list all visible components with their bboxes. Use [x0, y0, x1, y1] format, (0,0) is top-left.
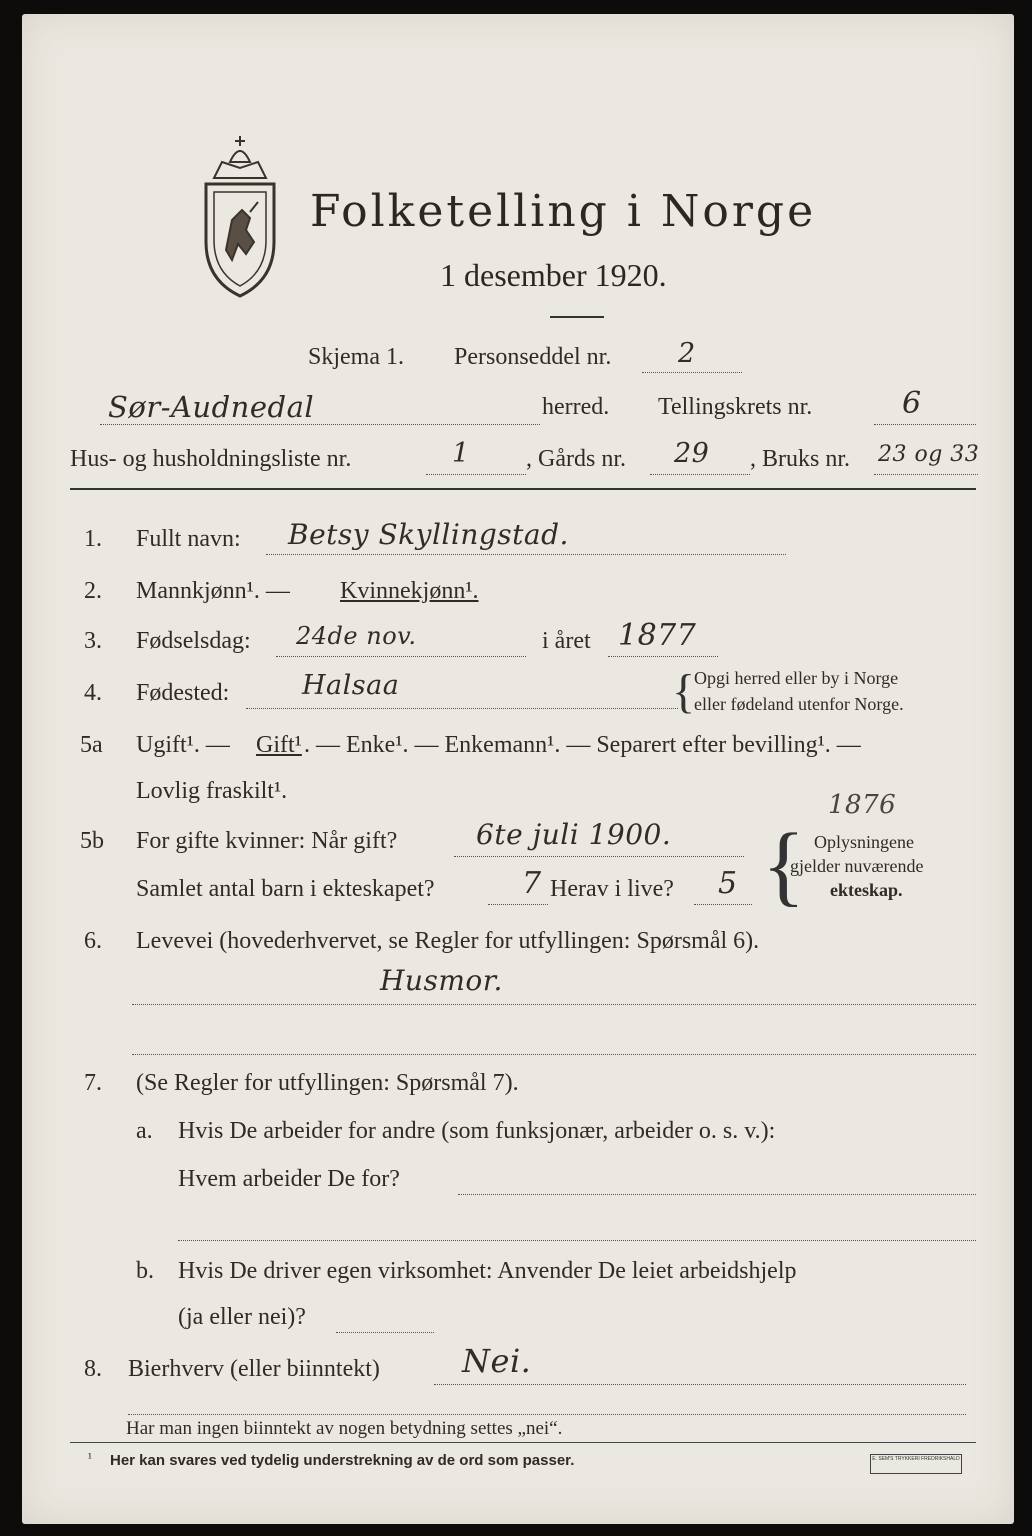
q7b-text: Hvis De driver egen virksomhet: Anvender De leiet arbeidshjelp: [178, 1258, 797, 1284]
header-rule: [70, 488, 976, 490]
hus-label: Hus- og husholdningsliste nr.: [70, 446, 352, 472]
q5b-barn-label: Samlet antal barn i ekteskapet?: [136, 876, 435, 902]
q5b-live-line: [694, 904, 752, 905]
q6-number: 6.: [84, 928, 102, 954]
q5b-brace: {: [762, 816, 806, 915]
q3-year-label: i året: [542, 628, 591, 654]
q5b-barn-line: [488, 904, 548, 905]
q5b-note-3: ekteskap.: [830, 880, 903, 900]
q7a-line-1: [458, 1194, 976, 1195]
q3-number: 3.: [84, 628, 102, 654]
footnote-mark: ¹: [88, 1450, 92, 1465]
q5b-label: For gifte kvinner: Når gift?: [136, 828, 398, 854]
q8-number: 8.: [84, 1356, 102, 1382]
q7a-letter: a.: [136, 1118, 153, 1144]
q3-label: Fødselsdag:: [136, 628, 251, 654]
footer-rule: [70, 1442, 976, 1443]
q5b-live-value: 5: [718, 866, 738, 901]
q7b-line: [336, 1332, 434, 1333]
q5b-value: 6te juli 1900.: [476, 818, 672, 851]
q1-value: Betsy Skyllingstad.: [288, 518, 569, 551]
q3-line: [276, 656, 526, 657]
q5b-barn-value: 7: [522, 866, 542, 901]
q8-label: Bierhverv (eller biinntekt): [128, 1356, 380, 1382]
hus-line: [426, 474, 526, 475]
q6-label: Levevei (hovederhvervet, se Regler for utfyllingen: Spørsmål 6).: [136, 928, 760, 954]
gards-label: , Gårds nr.: [526, 446, 626, 472]
gards-value: 29: [674, 438, 710, 469]
q5b-number: 5b: [80, 828, 104, 854]
q7a-line-2: [178, 1240, 976, 1241]
tellingskrets-label: Tellingskrets nr.: [658, 394, 813, 420]
q1-number: 1.: [84, 526, 102, 552]
printer-stamp: E. SEM'S TRYKKERI FREDRIKSHALD: [870, 1454, 962, 1474]
q8-value: Nei.: [462, 1342, 532, 1380]
census-date: 1 desember 1920.: [440, 257, 667, 293]
q5a-text-a: Ugift¹. —: [136, 732, 230, 758]
bruks-line: [874, 474, 978, 475]
q3-value: 24de nov.: [296, 622, 417, 650]
q2-number: 2.: [84, 578, 102, 604]
tellingskrets-value: 6: [902, 386, 922, 421]
q5a-number: 5a: [80, 732, 103, 758]
q8-line-1: [434, 1384, 966, 1385]
q5a-line-2: Lovlig fraskilt¹.: [136, 778, 288, 804]
q5b-note-year: 1876: [828, 790, 897, 820]
q1-line: [266, 554, 786, 555]
coat-of-arms-icon: [192, 132, 288, 302]
q6-line-1: [132, 1004, 976, 1005]
q4-note-1: Opgi herred eller by i Norge: [694, 668, 899, 688]
q7-label: (Se Regler for utfyllingen: Spørsmål 7).: [136, 1070, 519, 1096]
q8-line-2: [128, 1414, 966, 1415]
q4-line: [246, 708, 678, 709]
form-title: Folketelling i Norge: [310, 186, 817, 237]
hus-value: 1: [452, 438, 470, 469]
tellingskrets-line: [874, 424, 976, 425]
q3-year-value: 1877: [618, 618, 697, 653]
bruks-label: , Bruks nr.: [750, 446, 851, 472]
herred-line: [100, 424, 540, 425]
schema-label: Skjema 1.: [308, 344, 404, 370]
footer-note: Har man ingen biinntekt av nogen betydning settes „nei“.: [126, 1418, 563, 1439]
herred-value: Sør-Audnedal: [108, 390, 315, 424]
personseddel-line: [642, 372, 742, 373]
q6-value: Husmor.: [380, 964, 503, 997]
q4-label: Fødested:: [136, 680, 230, 706]
title-divider: [550, 316, 604, 318]
q5b-note-2: gjelder nuværende: [790, 856, 924, 876]
q4-number: 4.: [84, 680, 102, 706]
q7b-text-2: (ja eller nei)?: [178, 1304, 306, 1330]
personseddel-label: Personseddel nr.: [454, 344, 612, 370]
gards-line: [650, 474, 750, 475]
personseddel-value: 2: [678, 338, 696, 369]
q5b-line: [454, 856, 744, 857]
q7a-text-2: Hvem arbeider De for?: [178, 1166, 400, 1192]
q7-number: 7.: [84, 1070, 102, 1096]
q4-brace: {: [672, 665, 696, 718]
q3-year-line: [608, 656, 718, 657]
q4-note-2: eller fødeland utenfor Norge.: [694, 694, 904, 714]
footnote-text: Her kan svares ved tydelig understrekning av de ord som passer.: [110, 1452, 575, 1469]
bruks-value: 23 og 33: [878, 442, 980, 467]
q1-label: Fullt navn:: [136, 526, 241, 552]
q6-line-2: [132, 1054, 976, 1055]
census-form-page: [22, 14, 1014, 1524]
q7a-text: Hvis De arbeider for andre (som funksjonær, arbeider o. s. v.):: [178, 1118, 776, 1144]
q4-value: Halsaa: [302, 670, 400, 701]
herred-label: herred.: [542, 394, 610, 420]
q5b-live-label: Herav i live?: [550, 876, 674, 902]
q5a-text-b-underlined: Gift¹: [256, 732, 302, 758]
q5b-note-1: Oplysningene: [814, 832, 914, 852]
q2-text-a: Mannkjønn¹. —: [136, 578, 290, 604]
q5a-text-c: . — Enke¹. — Enkemann¹. — Separert efter bevilling¹. —: [304, 732, 861, 758]
q2-text-b-underlined: Kvinnekjønn¹.: [340, 578, 479, 604]
q7b-letter: b.: [136, 1258, 154, 1284]
